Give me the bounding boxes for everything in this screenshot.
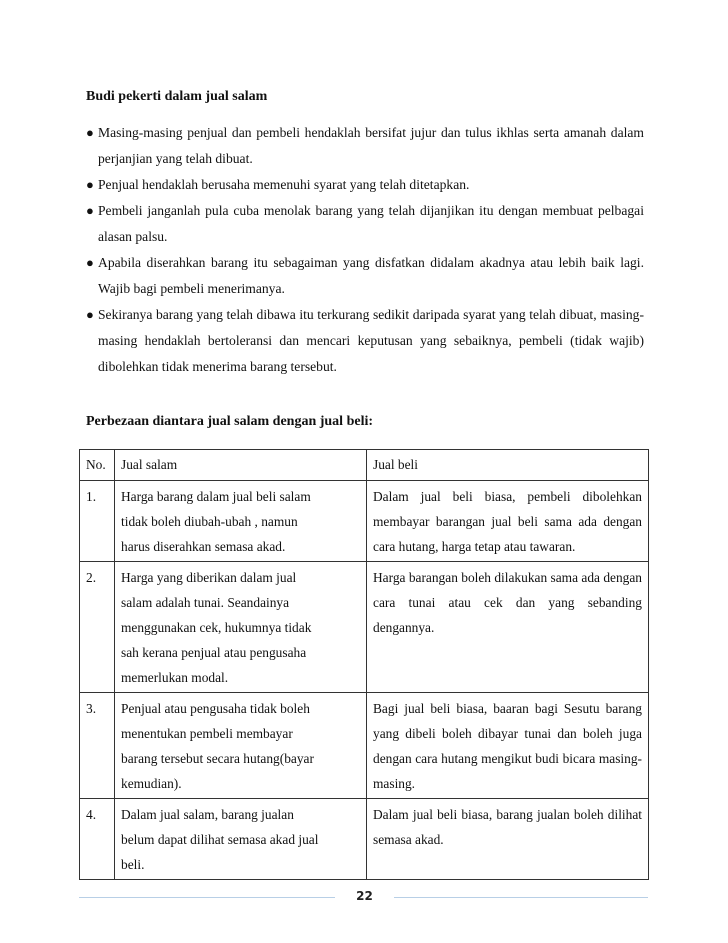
row-number: 2.	[80, 562, 115, 693]
cell-line: sah kerana penjual atau pengusaha	[121, 645, 307, 660]
jual-beli-cell: Bagi jual beli biasa, baaran bagi Sesutu barang yang dibeli boleh dibayar tunai dan boleh juga dengan cara hutang mengikut budi bicara masing-masing.	[367, 693, 649, 799]
header-jual-salam: Jual salam	[115, 450, 367, 481]
cell-line: menggunakan cek, hukumnya tidak	[121, 620, 312, 635]
cell-line: barang tersebut secara hutang(bayar	[121, 751, 314, 766]
cell-line: menentukan pembeli membayar	[121, 726, 293, 741]
jual-salam-cell	[115, 799, 367, 880]
table-row	[80, 481, 649, 562]
list-item	[84, 302, 644, 380]
table-row	[80, 562, 649, 693]
footer-divider-right	[394, 897, 648, 898]
row-number: 4.	[80, 799, 115, 880]
page-number: 22	[356, 889, 373, 903]
jual-beli-cell: Dalam jual beli biasa, pembeli dibolehkan membayar barangan jual beli sama ada dengan cara hutang, harga tetap atau tawaran.	[367, 481, 649, 562]
list-item	[84, 120, 644, 172]
list-item-text: Pembeli janganlah pula cuba menolak barang yang telah dijanjikan itu dengan membuat pelbagai alasan palsu.	[98, 203, 644, 244]
cell-line: Harga barang dalam jual beli salam	[121, 489, 311, 504]
table-row	[80, 693, 649, 799]
row-number: 3.	[80, 693, 115, 799]
jual-salam-cell	[115, 481, 367, 562]
header-jual-beli: Jual beli	[367, 450, 649, 481]
jual-salam-cell	[115, 562, 367, 693]
list-item	[84, 198, 644, 250]
table-header-row	[80, 450, 649, 481]
list-item	[84, 172, 644, 198]
footer-divider-left	[79, 897, 335, 898]
cell-line: Penjual atau pengusaha tidak boleh	[121, 701, 310, 716]
table-row	[80, 799, 649, 880]
list-item	[84, 250, 644, 302]
list-item-text: Apabila diserahkan barang itu sebagaiman yang disfatkan didalam akadnya atau lebih baik lagi. Wajib bagi pembeli menerimanya.	[98, 255, 644, 296]
cell-line: tidak boleh diubah-ubah , namun	[121, 514, 298, 529]
cell-line: kemudian).	[121, 776, 182, 791]
section-title-perbezaan: Perbezaan diantara jual salam dengan jual beli:	[86, 414, 374, 429]
jual-beli-cell: Harga barangan boleh dilakukan sama ada dengan cara tunai atau cek dan yang sebanding dengannya.	[367, 562, 649, 693]
bullet-icon: ●	[86, 177, 94, 192]
cell-line: beli.	[121, 857, 145, 872]
budi-pekerti-list	[84, 120, 644, 380]
comparison-table	[79, 449, 649, 880]
cell-line: salam adalah tunai. Seandainya	[121, 595, 290, 610]
cell-line: Harga yang diberikan dalam jual	[121, 570, 297, 585]
bullet-icon: ●	[86, 203, 94, 218]
cell-line: memerlukan modal.	[121, 670, 229, 685]
list-item-text: Sekiranya barang yang telah dibawa itu terkurang sedikit daripada syarat yang telah dibuat, masing-masing hendaklah bertoleransi dan mencari keputusan yang sebaiknya, pembeli (tidak wajib) dibolehkan tidak menerima barang tersebut.	[98, 307, 644, 374]
bullet-icon: ●	[86, 307, 94, 322]
section-title-budi-pekerti: Budi pekerti dalam jual salam	[86, 89, 268, 104]
list-item-text: Penjual hendaklah berusaha memenuhi syarat yang telah ditetapkan.	[98, 177, 470, 192]
jual-beli-cell: Dalam jual beli biasa, barang jualan boleh dilihat semasa akad.	[367, 799, 649, 880]
row-number: 1.	[80, 481, 115, 562]
cell-line: belum dapat dilihat semasa akad jual	[121, 832, 319, 847]
header-no: No.	[80, 450, 115, 481]
cell-line: Dalam jual salam, barang jualan	[121, 807, 294, 822]
jual-salam-cell	[115, 693, 367, 799]
bullet-icon: ●	[86, 125, 94, 140]
list-item-text: Masing-masing penjual dan pembeli hendaklah bersifat jujur dan tulus ikhlas serta amanah dalam perjanjian yang telah dibuat.	[98, 125, 644, 166]
bullet-icon: ●	[86, 255, 94, 270]
cell-line: harus diserahkan semasa akad.	[121, 539, 286, 554]
